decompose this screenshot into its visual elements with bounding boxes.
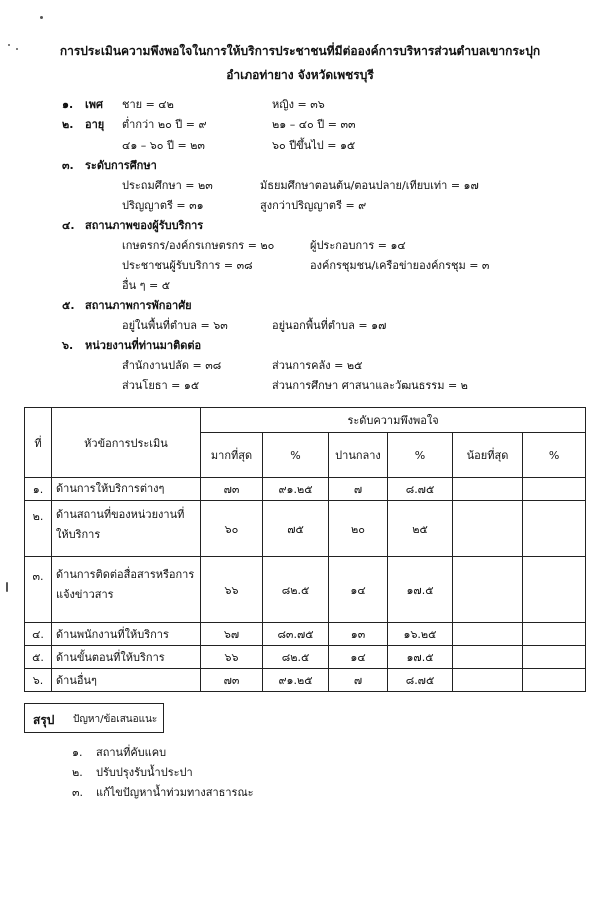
col-header-topic: หัวข้อการประเมิน [52, 408, 201, 478]
row-moderate: ๒๐ [329, 501, 388, 557]
row-most: ๗๓ [201, 669, 263, 692]
row-moderate: ๑๓ [329, 623, 388, 646]
row-most-pct: ๙๑.๒๕ [263, 478, 329, 501]
page-subtitle: อำเภอท่ายาง จังหวัดเพชรบุรี [226, 68, 374, 82]
col-header-level: ระดับความพึงพอใจ [201, 408, 586, 433]
row-topic [52, 501, 201, 557]
row-no: ๖. [25, 669, 52, 692]
row-moderate: ๑๔ [329, 646, 388, 669]
gender-female: หญิง = ๓๖ [272, 98, 325, 111]
summary-item-number: ๒. [72, 766, 83, 779]
age-over-60: ๖๐ ปีขึ้นไป = ๑๕ [272, 139, 356, 152]
status-other: อื่น ๆ = ๕ [122, 279, 171, 292]
section-heading: สถานภาพการพักอาศัย [85, 299, 192, 312]
row-least-pct [523, 557, 586, 623]
table-row [25, 501, 586, 557]
row-least [453, 501, 523, 557]
section-heading: อายุ [85, 118, 105, 131]
section-number: ๖. [62, 339, 74, 352]
section-heading: สถานภาพของผู้รับบริการ [85, 219, 204, 232]
row-most: ๖๐ [201, 501, 263, 557]
unit-works: ส่วนโยธา = ๑๕ [122, 379, 200, 392]
page-title: การประเมินความพึงพอใจในการให้บริการประชาชนที่มีต่อองค์การบริหารส่วนตำบลเขากระปุก [59, 44, 541, 58]
row-moderate: ๗ [329, 669, 388, 692]
row-least [453, 669, 523, 692]
row-moderate-pct: ๑๗.๕ [388, 646, 453, 669]
row-most-pct: ๘๓.๗๕ [263, 623, 329, 646]
satisfaction-table [24, 407, 586, 692]
section-number: ๓. [62, 159, 74, 172]
summary-item-text: ปรับปรุงรับน้ำประปา [96, 766, 193, 779]
row-most: ๖๗ [201, 623, 263, 646]
edu-primary: ประถมศึกษา = ๒๓ [122, 179, 213, 192]
status-farmer: เกษตรกร/องค์กรเกษตรกร = ๒๐ [122, 239, 275, 252]
row-most: ๗๓ [201, 478, 263, 501]
summary-sublabel: ปัญหา/ข้อเสนอแนะ [73, 714, 158, 725]
section-number: ๔. [62, 219, 75, 232]
section-number: ๒. [62, 118, 74, 131]
summary-item-number: ๑. [72, 746, 83, 759]
section-heading: หน่วยงานที่ท่านมาติดต่อ [85, 339, 202, 352]
edu-bachelor: ปริญญาตรี = ๓๑ [122, 199, 204, 212]
summary-box [24, 703, 164, 733]
summary-label: สรุป [33, 713, 55, 727]
row-moderate-pct: ๘.๗๕ [388, 478, 453, 501]
row-most-pct: ๙๑.๒๕ [263, 669, 329, 692]
row-no: ๓. [25, 557, 52, 623]
unit-finance: ส่วนการคลัง = ๒๕ [272, 359, 363, 372]
row-topic-line: ให้บริการ [56, 528, 101, 541]
row-topic [52, 557, 201, 623]
col-header-moderate: ปานกลาง [329, 433, 388, 478]
residence-inside: อยู่ในพื้นที่ตำบล = ๖๓ [122, 319, 228, 332]
table-row [25, 478, 586, 501]
row-no: ๔. [25, 623, 52, 646]
age-41-60: ๔๑ – ๖๐ ปี = ๒๓ [122, 139, 205, 152]
row-no: ๒. [25, 501, 52, 557]
row-topic [52, 478, 201, 501]
status-entrepreneur: ผู้ประกอบการ = ๑๔ [310, 239, 406, 252]
row-most: ๖๖ [201, 557, 263, 623]
row-most-pct: ๗๕ [263, 501, 329, 557]
section-number: ๑. [62, 98, 74, 111]
status-citizen: ประชาชนผู้รับบริการ = ๓๘ [122, 259, 253, 272]
row-topic-line: ด้านพนักงานที่ให้บริการ [56, 627, 169, 641]
table-row [25, 623, 586, 646]
row-least-pct [523, 669, 586, 692]
row-moderate: ๑๔ [329, 557, 388, 623]
row-most-pct: ๘๒.๕ [263, 557, 329, 623]
row-moderate-pct: ๑๗.๕ [388, 557, 453, 623]
gender-male: ชาย = ๔๒ [122, 98, 174, 111]
summary-item-text: สถานที่คับแคบ [96, 746, 167, 759]
row-topic [52, 669, 201, 692]
unit-office: สำนักงานปลัด = ๓๘ [122, 359, 222, 372]
table-row [25, 557, 586, 623]
section-number: ๕. [62, 299, 75, 312]
row-topic [52, 623, 201, 646]
row-least-pct [523, 478, 586, 501]
unit-education: ส่วนการศึกษา ศาสนาและวัฒนธรรม = ๒ [272, 379, 468, 392]
row-moderate-pct: ๑๖.๒๕ [388, 623, 453, 646]
row-moderate: ๗ [329, 478, 388, 501]
edu-above-bachelor: สูงกว่าปริญญาตรี = ๙ [260, 199, 367, 212]
row-least-pct [523, 646, 586, 669]
row-least [453, 478, 523, 501]
table-row [25, 646, 586, 669]
row-most: ๖๖ [201, 646, 263, 669]
table-header-row [25, 408, 586, 433]
row-least-pct [523, 623, 586, 646]
row-topic-line: ด้านอื่นๆ [56, 673, 97, 687]
row-no: ๕. [25, 646, 52, 669]
row-most-pct: ๘๒.๕ [263, 646, 329, 669]
table-row [25, 669, 586, 692]
residence-outside: อยู่นอกพื้นที่ตำบล = ๑๗ [272, 319, 387, 332]
row-least-pct [523, 501, 586, 557]
age-under-20: ต่ำกว่า ๒๐ ปี = ๙ [122, 118, 207, 131]
summary-item-text: แก้ไขปัญหาน้ำท่วมทางสาธารณะ [96, 786, 254, 799]
edu-secondary: มัธยมศึกษาตอนต้น/ตอนปลาย/เทียบเท่า = ๑๗ [260, 179, 479, 192]
row-least [453, 557, 523, 623]
status-community-org: องค์กรชุมชน/เครือข่ายองค์กรชุม = ๓ [310, 259, 490, 272]
scan-speck [40, 16, 43, 19]
row-moderate-pct: ๘.๗๕ [388, 669, 453, 692]
row-topic-line: ด้านการติดต่อสื่อสารหรือการ [56, 568, 195, 581]
row-least [453, 646, 523, 669]
col-header-no: ที่ [25, 408, 52, 478]
row-moderate-pct: ๒๕ [388, 501, 453, 557]
age-21-40: ๒๑ – ๔๐ ปี = ๓๓ [272, 118, 356, 131]
col-header-least-pct: % [523, 433, 586, 478]
row-topic-line: ด้านการให้บริการต่างๆ [56, 482, 165, 495]
summary-item-number: ๓. [72, 786, 84, 799]
row-topic-line: แจ้งข่าวสาร [56, 588, 114, 601]
col-header-most: มากที่สุด [201, 433, 263, 478]
section-heading: ระดับการศึกษา [85, 159, 157, 172]
row-topic-line: ด้านขั้นตอนที่ให้บริการ [56, 650, 165, 664]
row-topic-line: ด้านสถานที่ของหน่วยงานที่ [56, 508, 185, 521]
section-heading: เพศ [85, 98, 103, 111]
row-least [453, 623, 523, 646]
scan-speck [6, 582, 8, 592]
col-header-least: น้อยที่สุด [453, 433, 523, 478]
row-no: ๑. [25, 478, 52, 501]
row-topic [52, 646, 201, 669]
col-header-most-pct: % [263, 433, 329, 478]
col-header-moderate-pct: % [388, 433, 453, 478]
